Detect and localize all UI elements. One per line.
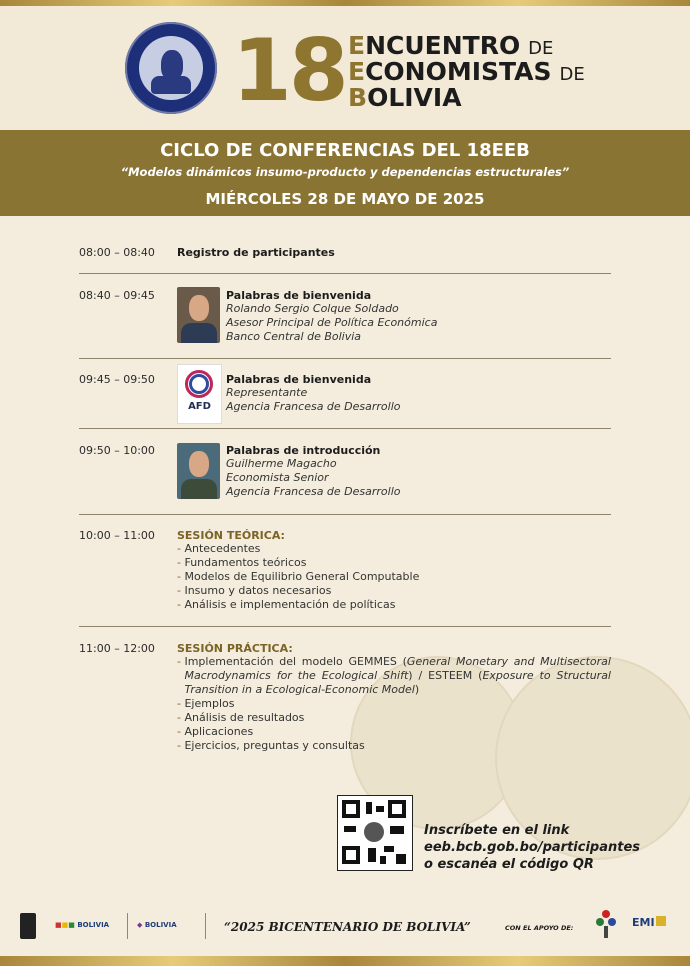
qr-finder [342, 846, 360, 864]
qr-module [390, 826, 404, 834]
speaker-org: Agencia Francesa de Desarrollo [226, 400, 401, 413]
banner-subtitle: “Modelos dinámicos insumo-producto y dependencias estructurales” [120, 165, 570, 179]
list-item: - Fundamentos teóricos [177, 556, 307, 569]
divider [79, 428, 611, 429]
agenda-title: Palabras de introducción [226, 444, 381, 457]
footer-divider [205, 913, 206, 939]
seal-center [139, 36, 203, 100]
speaker-name: Guilherme Magacho [226, 457, 337, 470]
speaker-photo [177, 287, 220, 343]
list-item: - Aplicaciones [177, 725, 254, 738]
speaker-face [189, 451, 209, 477]
qr-module [376, 806, 384, 812]
qr-finder [388, 800, 406, 818]
footer-divider [127, 913, 128, 939]
banner-title: CICLO DE CONFERENCIAS DEL 18EEB [160, 140, 530, 161]
bcb-small-logo [20, 913, 36, 939]
time-slot: 08:40 – 09:45 [79, 289, 155, 302]
speaker-name: Rolando Sergio Colque Soldado [226, 302, 399, 315]
list-item: - Implementación del modelo GEMMES (General Monetary and Multisectoral Macrodynamics for the Ecological Shift) / ESTEEM (Exposure to Structural Transition in a Ecological-Economic Model) [177, 655, 611, 696]
bcb-seal-logo [125, 22, 217, 114]
divider [79, 626, 611, 627]
session-title: SESIÓN TEÓRICA: [177, 529, 285, 542]
divider [79, 273, 611, 274]
list-item: - Insumo y datos necesarios [177, 584, 332, 597]
agenda-title: Palabras de bienvenida [226, 373, 372, 386]
afd-logo-text: AFD [188, 401, 211, 412]
qr-module [368, 848, 376, 862]
agenda-title: Palabras de bienvenida [226, 289, 372, 302]
agenda-item [226, 289, 437, 344]
speaker-org: Banco Central de Bolivia [226, 330, 362, 343]
bicentenario-slogan: “2025 BICENTENARIO DE BOLIVIA” [224, 920, 471, 934]
time-slot: 10:00 – 11:00 [79, 529, 155, 542]
qr-module [384, 846, 394, 852]
agenda-item [177, 642, 611, 753]
title-line-encuentro: ENCUENTRO DE [348, 31, 554, 60]
qr-finder [342, 800, 360, 818]
qr-module [344, 826, 356, 832]
title-line-bolivia: BOLIVIA [348, 83, 462, 112]
speaker-face [189, 295, 209, 321]
seal-figure-body [151, 76, 191, 94]
university-logo [594, 910, 618, 938]
list-item: - Antecedentes [177, 542, 261, 555]
registration-line-1: Inscríbete en el link [424, 823, 570, 838]
title-line-economistas: ECONOMISTAS DE [348, 57, 585, 86]
speaker-name: Representante [226, 386, 308, 399]
speaker-role: Asesor Principal de Política Económica [226, 316, 438, 329]
afd-ring-inner [189, 374, 209, 394]
qr-module [364, 822, 384, 842]
qr-module [366, 802, 372, 814]
support-label: CON EL APOYO DE: [505, 924, 574, 932]
edition-number: 18 [232, 21, 346, 121]
afd-logo [177, 364, 222, 424]
speaker-org: Agencia Francesa de Desarrollo [226, 485, 401, 498]
speaker-shirt [181, 323, 217, 343]
agenda-item [226, 373, 401, 414]
agenda-item [177, 529, 419, 612]
list-item: - Análisis e implementación de políticas [177, 598, 396, 611]
registration-link[interactable]: eeb.bcb.gob.bo/participantes [424, 840, 641, 855]
bottom-gold-border [0, 956, 690, 966]
bolivia-logo-1: ■■■ BOLIVIA [55, 921, 110, 929]
divider [79, 514, 611, 515]
conference-banner [0, 130, 690, 216]
bolivia-logo-2: ◆ BOLIVIA [137, 921, 177, 929]
speaker-role: Economista Senior [226, 471, 329, 484]
registration-line-3: o escanéa el código QR [424, 857, 594, 872]
time-slot: 08:00 – 08:40 [79, 246, 155, 259]
banner-date: MIÉRCOLES 28 DE MAYO DE 2025 [205, 190, 485, 208]
time-slot: 09:50 – 10:00 [79, 444, 155, 457]
list-item: - Análisis de resultados [177, 711, 305, 724]
qr-module [396, 854, 406, 864]
session-title: SESIÓN PRÁCTICA: [177, 642, 293, 655]
registration-text [424, 822, 640, 873]
list-item: - Modelos de Equilibrio General Computable [177, 570, 420, 583]
time-slot: 11:00 – 12:00 [79, 642, 155, 655]
speaker-photo [177, 443, 220, 499]
time-slot: 09:45 – 09:50 [79, 373, 155, 386]
emi-logo: EMI [632, 916, 666, 929]
qr-module [380, 856, 386, 864]
list-item: - Ejemplos [177, 697, 235, 710]
divider [79, 358, 611, 359]
header [0, 6, 690, 130]
speaker-shirt [181, 479, 217, 499]
registration-qr-code[interactable] [337, 795, 413, 871]
agenda-item [226, 444, 401, 499]
list-item: - Ejercicios, preguntas y consultas [177, 739, 365, 752]
agenda-title: Registro de participantes [177, 246, 335, 259]
